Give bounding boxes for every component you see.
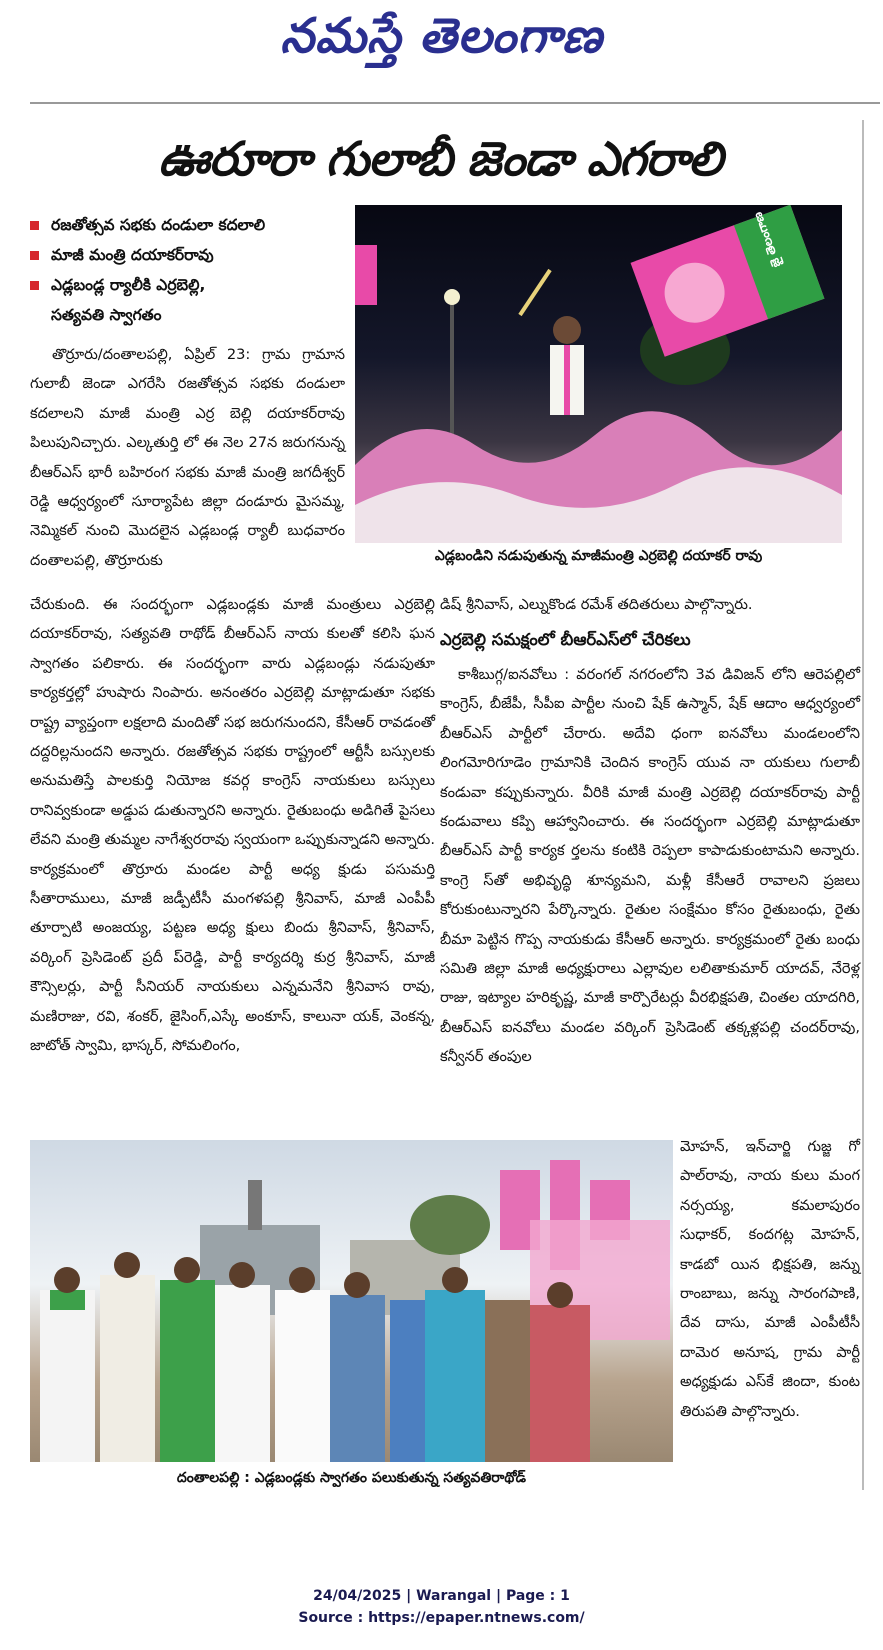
flag-label: జై తెలంగాణ [750, 210, 784, 270]
second-story-body: కాశీబుగ్గ/ఐనవోలు : వరంగల్ నగరంలోని 3వ డివిజన్ లోని ఆరెపల్లిలో కాంగ్రెస్, బీజేపీ, సీపీఐ పార్టీల నుంచి షేక్ ఉస్మాన్, షేక్ ఆదాం ఆధ్వర్యంలో బీఆర్‌ఎస్ పార్టీలో చేరారు. అదేవి ధంగా ఐనవోలు మండలంలోని లింగమోరిగూడెం గ్రామానికి చెందిన కాంగ్రెస్ యువ నా యకులు గులాబీ కండువా కప్పుకున్నారు. వీరికి మాజీ మంత్రి ఎర్రబెల్లి దయాకర్‌రావు పార్టీ కండువాలు కప్పి ఆహ్వానించారు. ఈ సందర్భంగా ఎర్రబెల్లి మాట్లాడుతూ బీఆర్‌ఎస్ పార్టీ కార్యక ర్తలను కంటికి రెప్పలా కాపాడుకుంటామని అన్నారు. కాంగ్రె స్‌తో అభివృద్ధి శూన్యమని, మళ్లీ కేసీఆరే రావాలని ప్రజలు కోరుకుంటున్నారని పేర్కొన్నారు. రైతుల సంక్షేమం కోసం రైతుబంధు, రైతు బీమా పెట్టిన గొప్ప నాయకుడు కేసీఆర్ అన్నారు. కార్యక్రమంలో రైతు బంధు సమితి జిల్లా మాజీ అధ్యక్షురాలు ఎల్లావుల లలితాకుమార్ యాదవ్, నేరెళ్ల రాజు, ఇట్యాల హరికృష్ణ, మాజీ కార్పొరేటర్లు వీరభిక్షపతి, చింతల యాదగిరి, బీఆర్‌ఎస్ ఐనవోలు మండల వర్కింగ్ ప్రెసిడెంట్ తక్కళ్లపల్లి చందర్‌రావు, కన్వీనర్ తంపుల [440, 666, 860, 1066]
bullet-icon [30, 281, 39, 290]
subheadline-item: రజతోత్సవ సభకు దండులా కదలాలి [30, 210, 350, 240]
chimney [248, 1180, 262, 1230]
subheadline-item: సత్యవతి స్వాగతం [51, 306, 162, 324]
article-body-col1: చేరుకుంది. ఈ సందర్భంగా ఎడ్లబండ్లకు మాజీ మంత్రులు ఎర్రబెల్లి దయాకర్‌రావు, సత్యవతి రాథోడ్ బీఆర్‌ఎస్ నాయ కులతో కలిసి ఘన స్వాగతం పలికారు. ఈ సందర్భంగా వారు ఎడ్లబండ్లు నడుపుతూ కార్యకర్తల్లో హుషారు నింపారు. అనంతరం ఎర్రబెల్లి మాట్లాడుతూ సభకు రాష్ట్ర వ్యాప్తంగా లక్షలాది మందితో సభ జరుగనుందని, కేసీఆర్ రావడంతో దద్దరిల్లనుందని అన్నారు. రజతోత్సవ సభకు రాష్ట్రంలో ఆర్టీసీ బస్సులకు అనుమతిస్తే పాలకుర్తి నియోజ కవర్గ కాంగ్రెస్ నాయకులు బస్సులు రానివ్వకుండా అడ్డుప డుతున్నారని అన్నారు. రైతుబంధు అడిగితే పైసలు లేవని మంత్రి తుమ్మల నాగేశ్వరరావు స్వయంగా ఒప్పుకున్నాడని అన్నారు. కార్యక్రమంలో తొర్రూరు మండల పార్టీ అధ్య క్షుడు పసుమర్తి సీతారాములు, మాజీ జడ్పీటీసీ మంగళపల్లి శ్రీనివాస్, మాజీ ఎంపీపీ తూర్పాటి అంజయ్య, పట్టణ అధ్య క్షులు బిందు శ్రీనివాస్, శ్రీనివాస్, వర్కింగ్ ప్రెసిడెంట్ ప్రదీ ప్‌రెడ్డి, పార్టీ కార్యదర్శి కుర్ర శ్రీనివాస్, మాజీ కౌన్సిలర్లు, పార్టీ సీనియర్ నాయకులు ఎన్నమనేని శ్రీనివాస రావు, మణిరాజు, రవి, శంకర్, జైసింగ్,ఎస్కే అంకూస్, కాలునా యక్, వెంకన్న, జాటోత్ స్వామి, భాస్కర్, సోమలింగం, [30, 596, 435, 1055]
bullet-icon [30, 251, 39, 260]
article-body-col2-top: డిష్ శ్రీనివాస్, ఎల్నుకొండ రమేశ్ తదితరులు పాల్గొన్నారు. [440, 596, 753, 613]
welcome-photo-day [30, 1140, 673, 1462]
subheadline-item: ఎడ్లబండ్ల ర్యాలీకి ఎర్రబెల్లి, [30, 270, 350, 300]
party-flag [629, 205, 824, 357]
footer-meta: 24/04/2025 | Warangal | Page : 1 [313, 1588, 570, 1604]
second-story-body-narrow: మోహన్, ఇన్‌చార్జి గుజ్జ గో పాల్‌రావు, నాయ కులు మంగ నర్సయ్య, కమలాపురం సుధాకర్, కందగట్ల మోహన్, కాడబో యిన భిక్షపతి, జన్ను రాంబాబు, జన్ను సారంగపాణి, దేవ దాసు, మాజీ ఎంపీటీసీ దామెర అనూష, గ్రామ పార్టీ అధ్యక్షుడు ఎస్‌కే జిందా, కుంట తిరుపతి పాల్గొన్నారు. [680, 1138, 860, 1420]
photo-caption-1: ఎడ్లబండిని నడుపుతున్న మాజీమంత్రి ఎర్రబెల్లి దయాకర్ రావు [434, 548, 763, 564]
tree [410, 1195, 490, 1255]
bullet-icon [30, 221, 39, 230]
article-body-col1-top: తొర్రూరు/దంతాలపల్లి, ఏప్రిల్ 23: గ్రామ గ్రామాన గులాబీ జెండా ఎగరేసి రజతోత్సవ సభకు దండులా కదలాలని మాజీ మంత్రి ఎర్ర బెల్లి దయాకర్‌రావు పిలుపునిచ్చారు. ఎల్కతుర్తి లో ఈ నెల 27న జరుగనున్న బీఆర్‌ఎస్ భారీ బహిరంగ సభకు మాజీ మంత్రి జగదీశ్వర్ రెడ్డి ఆధ్వర్యంలో సూర్యాపేట జిల్లా దండూరు మైసమ్మ, నెమ్మికల్ నుంచి మొదలైన ఎడ్లబండ్ల ర్యాలీ బుధవారం దంతాలపల్లి, తొర్రూరుకు [30, 346, 345, 569]
masthead: నమస్తే తెలంగాణ [280, 8, 603, 64]
flag-left [355, 245, 377, 305]
light-pole [450, 295, 454, 455]
headline: ఊరూరా గులాబీ జెండా ఎగరాలి [158, 132, 722, 187]
second-story-headline: ఎర్రబెల్లి సమక్షంలో బీఆర్‌ఎస్‌లో చేరికలు [440, 630, 691, 649]
street-light [444, 289, 460, 305]
whip-stick [520, 270, 550, 315]
column-rule [862, 120, 864, 1490]
masthead-rule [30, 102, 880, 104]
subheadline-item: మాజీ మంత్రి దయాకర్‌రావు [30, 240, 350, 270]
footer-source: Source : https://epaper.ntnews.com/ [298, 1610, 585, 1626]
subheadline-list [30, 210, 350, 330]
rally-photo-night [355, 205, 842, 543]
person-head [553, 316, 581, 344]
photo-caption-2: దంతాలపల్లి : ఎడ్లబండ్లకు స్వాగతం పలుకుతున్న సత్యవతిరాథోడ్ [176, 1470, 527, 1486]
welcome-photo-illustration [30, 1140, 673, 1462]
rally-photo-illustration [355, 205, 842, 543]
party-scarf [564, 345, 570, 415]
